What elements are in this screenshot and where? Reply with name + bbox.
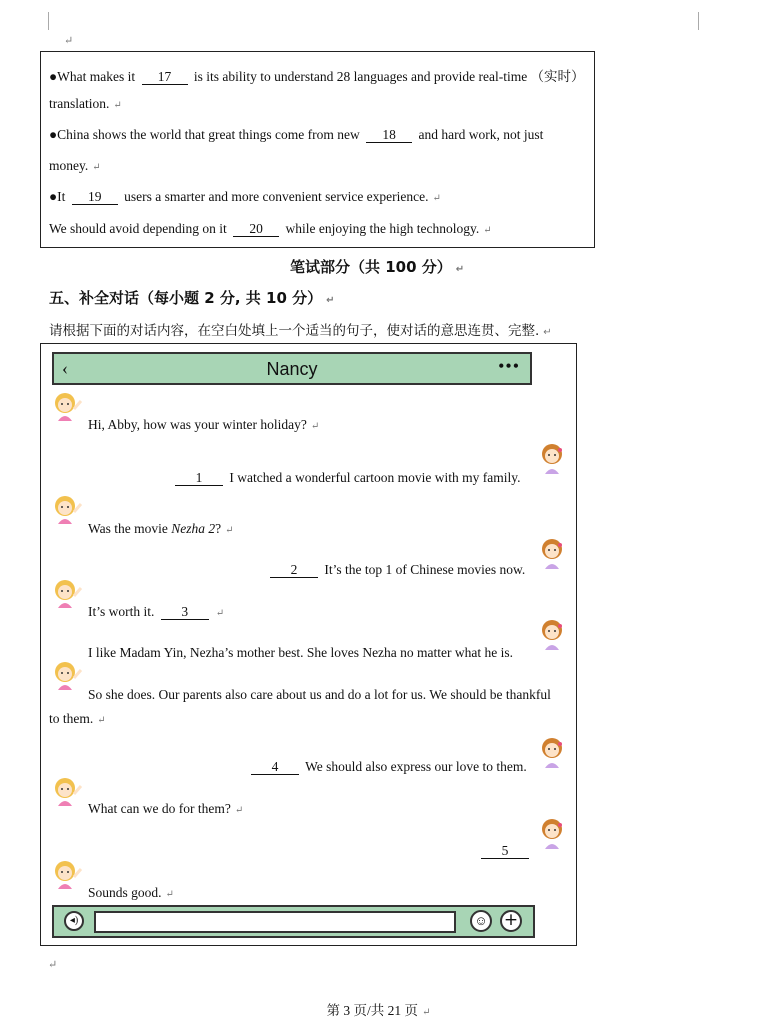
blank-4: 4 xyxy=(251,760,299,775)
blank-3: 3 xyxy=(161,605,209,620)
passage-box xyxy=(40,51,595,248)
chat-window xyxy=(40,343,577,946)
blank-19: 19 xyxy=(72,190,118,205)
chat-message-3: Was the movie Nezha 2? ↵ xyxy=(88,521,234,536)
girl-avatar-left-icon xyxy=(50,776,84,812)
chat-message-7-cont: to them. ↵ xyxy=(49,711,106,726)
instruction-text: 请根据下面的对话内容，在空白处填上一个适当的句子，使对话的意思连贯、完整. ↵ xyxy=(49,323,552,339)
blank-17: 17 xyxy=(142,70,188,85)
girl-avatar-left-icon xyxy=(50,660,84,696)
chat-input-bar xyxy=(52,905,535,938)
passage-line-4: money. ↵ xyxy=(49,158,101,173)
back-arrow-icon[interactable]: ‹ xyxy=(62,358,68,378)
girl-avatar-left-icon xyxy=(50,391,84,427)
chat-message-11: Sounds good. ↵ xyxy=(88,885,174,900)
passage-line-3: ●China shows the world that great things come from new 18 and hard work, not just xyxy=(49,127,544,142)
emoji-icon[interactable]: ☺ xyxy=(470,910,492,932)
blank-20: 20 xyxy=(233,222,279,237)
page-footer: 第 3 页/共 21 页 ↵ xyxy=(326,1003,431,1018)
blank-5: 5 xyxy=(481,844,529,859)
blank-1: 1 xyxy=(175,471,223,486)
plus-icon[interactable]: + xyxy=(500,910,522,932)
girl-avatar-left-icon xyxy=(50,578,84,614)
voice-icon[interactable]: ◂) xyxy=(64,911,84,931)
chat-message-4: 2 It’s the top 1 of Chinese movies now. xyxy=(267,562,525,578)
chat-message-10 xyxy=(478,843,532,859)
girl-avatar-left-icon xyxy=(50,494,84,530)
passage-line-6: We should avoid depending on it 20 while enjoying the high technology. ↵ xyxy=(49,221,492,236)
blank-2: 2 xyxy=(270,563,318,578)
crop-mark xyxy=(698,12,699,30)
more-options-icon[interactable]: ••• xyxy=(498,356,520,376)
chat-message-2: 1 I watched a wonderful cartoon movie with my family. xyxy=(172,470,521,486)
chat-message-5: It’s worth it. 3 ↵ xyxy=(88,604,225,619)
chat-message-7: So she does. Our parents also care about us and do a lot for us. We should be thankful xyxy=(88,687,551,702)
heading-section-5: 五、补全对话（每小题 2 分, 共 10 分） ↵ xyxy=(49,289,335,307)
blank-18: 18 xyxy=(366,128,412,143)
chat-top-bar xyxy=(52,352,532,385)
heading-written-part: 笔试部分（共 100 分） ↵ xyxy=(290,258,465,276)
girl-avatar-right-icon xyxy=(535,618,569,654)
chat-message-1: Hi, Abby, how was your winter holiday? ↵ xyxy=(88,417,320,432)
crop-mark xyxy=(48,12,49,30)
passage-line-5: ●It 19 users a smarter and more convenient service experience. ↵ xyxy=(49,189,441,204)
girl-avatar-right-icon xyxy=(535,736,569,772)
paragraph-mark: ↵ xyxy=(64,35,74,47)
chat-message-8: 4 We should also express our love to them. xyxy=(248,759,527,775)
chat-title: Nancy xyxy=(266,359,318,379)
girl-avatar-right-icon xyxy=(535,537,569,573)
passage-line-1: ●What makes it 17 is its ability to understand 28 languages and provide real-time （实时） xyxy=(49,69,585,84)
passage-line-2: translation. ↵ xyxy=(49,96,122,111)
girl-avatar-right-icon xyxy=(535,442,569,478)
girl-avatar-left-icon xyxy=(50,859,84,895)
girl-avatar-right-icon xyxy=(535,817,569,853)
message-input[interactable] xyxy=(94,911,456,933)
paragraph-mark: ↵ xyxy=(48,959,58,971)
chat-message-9: What can we do for them? ↵ xyxy=(88,801,244,816)
chat-message-6: I like Madam Yin, Nezha’s mother best. She loves Nezha no matter what he is. xyxy=(88,645,514,660)
